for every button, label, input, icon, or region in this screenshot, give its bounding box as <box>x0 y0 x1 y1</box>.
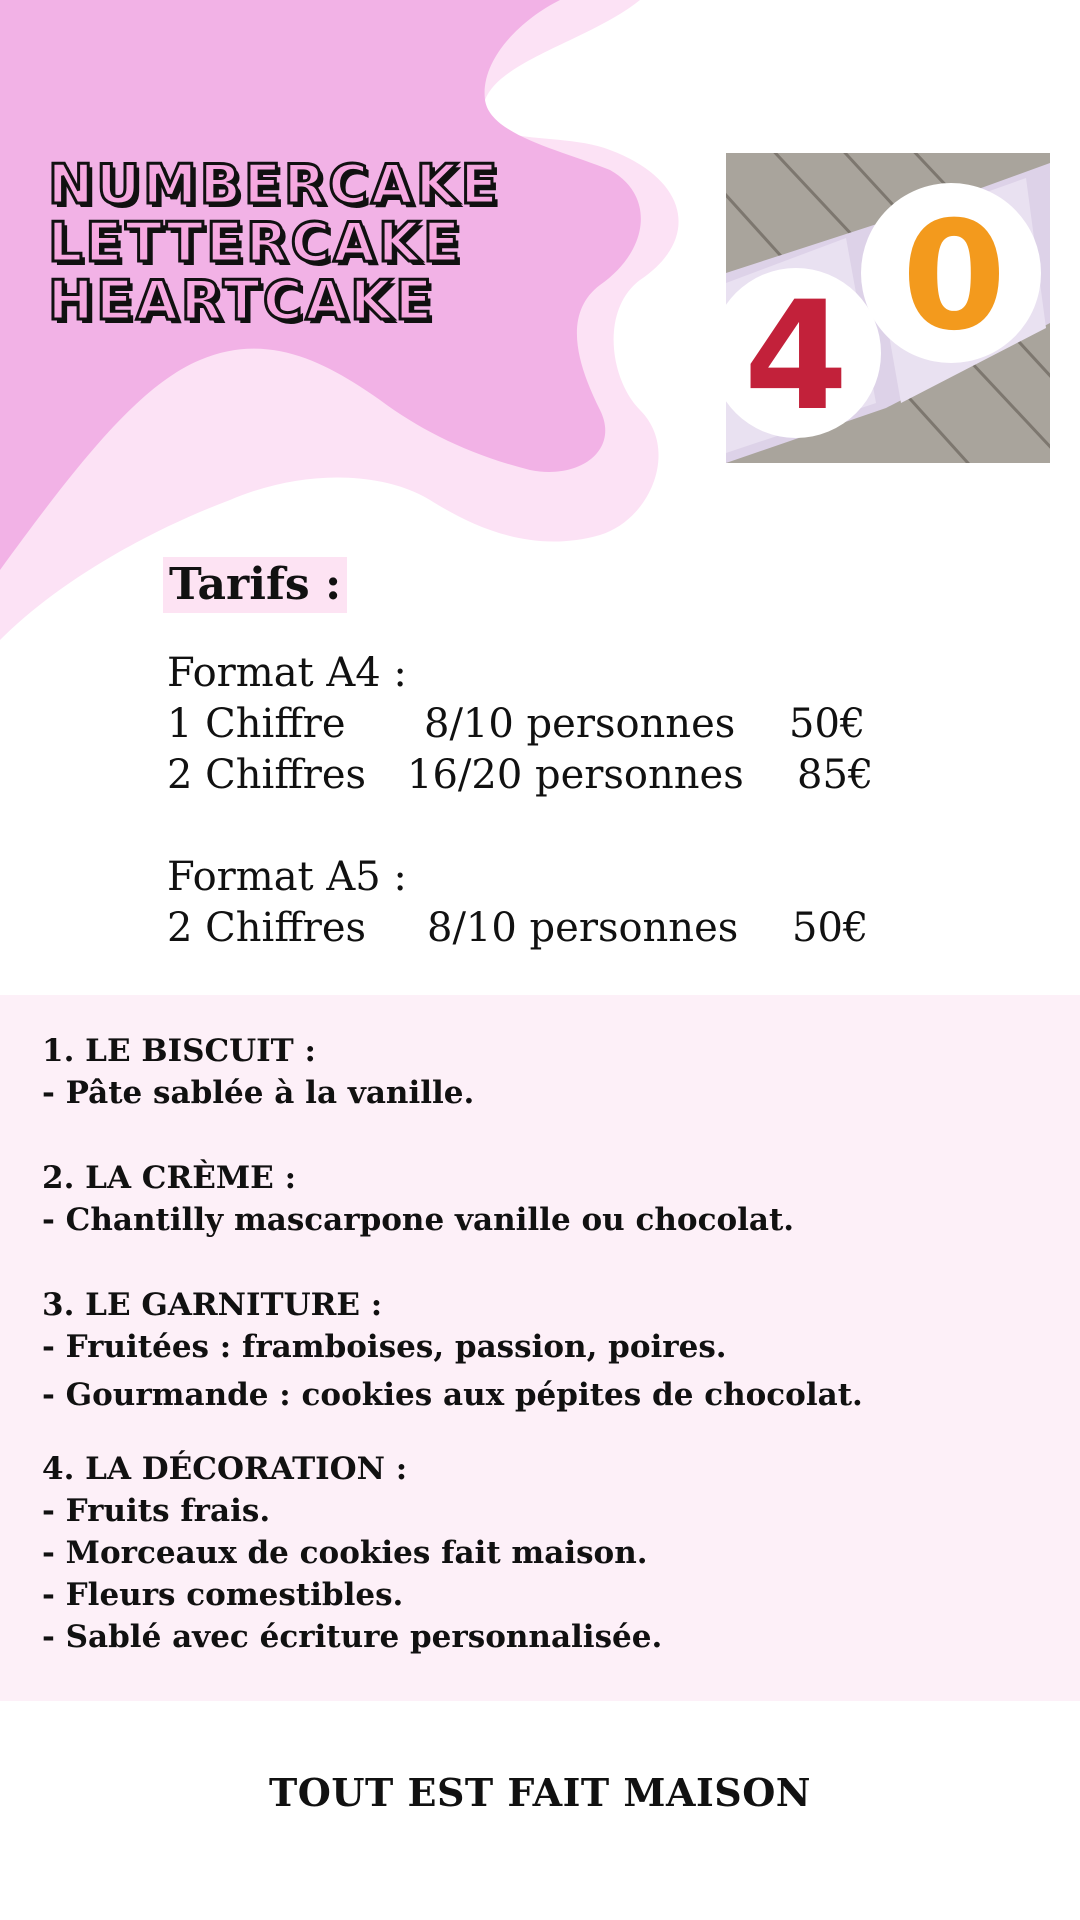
price-row-people: 8/10 personnes <box>427 905 739 951</box>
price-row-label: 2 Chiffres <box>167 905 367 951</box>
price-row-label: 1 Chiffre <box>167 701 346 747</box>
cake-photo <box>726 153 1050 463</box>
tarifs-heading: Tarifs : <box>163 557 347 613</box>
number-zero-cake: 0 <box>901 190 1007 364</box>
list-item: - Pâte sablée à la vanille. <box>42 1075 475 1111</box>
price-row-people: 16/20 personnes <box>407 752 744 798</box>
list-item: - Fruits frais. <box>42 1493 271 1529</box>
list-item: - Fleurs comestibles. <box>42 1577 404 1613</box>
price-row-price: 50€ <box>792 905 869 951</box>
product-titles <box>48 153 501 332</box>
ingredients-panel <box>0 995 1080 1701</box>
list-item: - Sablé avec écriture personnalisée. <box>42 1619 663 1655</box>
section-title-creme: 2. LA CRÈME : <box>42 1160 297 1196</box>
section-title-decoration: 4. LA DÉCORATION : <box>42 1451 408 1487</box>
section-title-biscuit: 1. LE BISCUIT : <box>42 1033 316 1069</box>
footer-tagline: TOUT EST FAIT MAISON <box>268 1770 812 1815</box>
number-four-cake: 4 <box>743 270 849 444</box>
list-item: - Chantilly mascarpone vanille ou chocolat. <box>42 1202 795 1238</box>
title-numbercake: NUMBERCAKE <box>48 153 501 216</box>
section-title-garniture: 3. LE GARNITURE : <box>42 1287 383 1323</box>
price-row-price: 50€ <box>789 701 866 747</box>
price-row-price: 85€ <box>797 752 874 798</box>
list-item: - Gourmande : cookies aux pépites de chocolat. <box>42 1377 863 1413</box>
list-item: - Morceaux de cookies fait maison. <box>42 1535 648 1571</box>
price-row-label: 2 Chiffres <box>167 752 367 798</box>
list-item: - Fruitées : framboises, passion, poires. <box>42 1329 727 1365</box>
format-a4-label: Format A4 : <box>167 650 407 696</box>
format-a5-label: Format A5 : <box>167 854 407 900</box>
title-heartcake: HEARTCAKE <box>48 269 436 332</box>
title-lettercake: LETTERCAKE <box>48 211 463 274</box>
price-row-people: 8/10 personnes <box>424 701 736 747</box>
